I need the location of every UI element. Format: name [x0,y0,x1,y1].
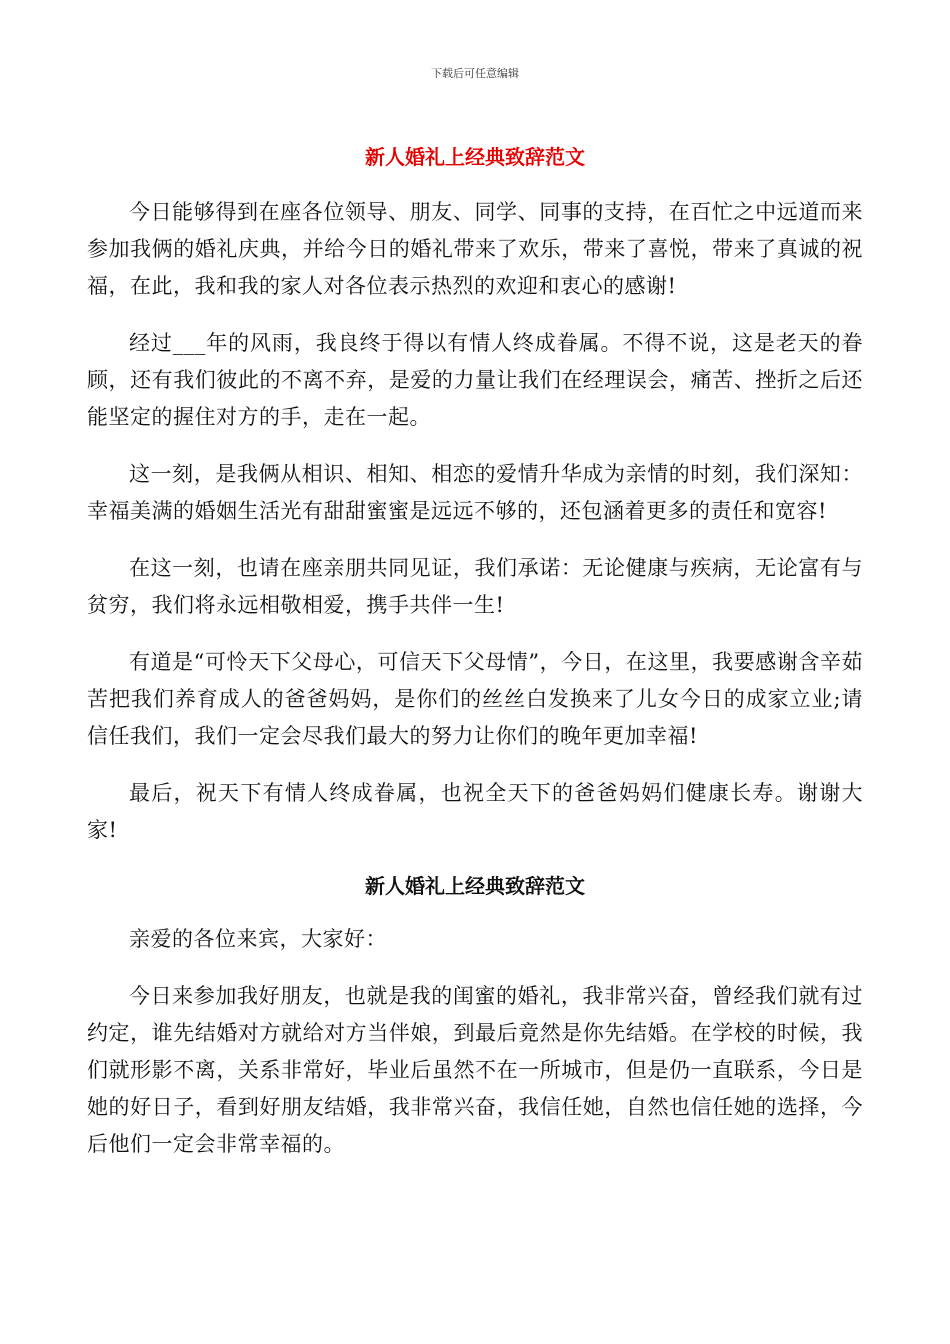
section1-paragraph-5: 有道是“可怜天下父母心，可信天下父母情”，今日，在这里，我要感谢含辛茹苦把我们养育成人的爸爸妈妈，是你们的丝丝白发换来了儿女今日的成家立业;请信任我们，我们一定会尽我们最大的努力让你们的晚年更加幸福! [87,650,863,748]
section1-title: 新人婚礼上经典致辞范文 [365,145,585,169]
section1-paragraph-6: 最后，祝天下有情人终成眷属，也祝全天下的爸爸妈妈们健康长寿。谢谢大家! [87,781,863,842]
section2-paragraph-1: 亲爱的各位来宾，大家好： [129,927,387,951]
section2-paragraph-2: 今日来参加我好朋友，也就是我的闺蜜的婚礼，我非常兴奋，曾经我们就有过约定，谁先结婚对方就给对方当伴娘，到最后竟然是你先结婚。在学校的时候，我们就形影不离，关系非常好，毕业后虽然不在一所城市，但是仍一直联系，今日是她的好日子，看到好朋友结婚，我非常兴奋，我信任她，自然也信任她的选择，今后他们一定会非常幸福的。 [87,984,863,1156]
section2-title: 新人婚礼上经典致辞范文 [365,874,585,898]
header-note: 下载后可任意编辑 [431,67,519,80]
section1-paragraph-3: 这一刻，是我俩从相识、相知、相恋的爱情升华成为亲情的时刻，我们深知：幸福美满的婚姻生活光有甜甜蜜蜜是远远不够的，还包涵着更多的责任和宽容! [87,462,863,523]
section1-paragraph-1: 今日能够得到在座各位领导、朋友、同学、同事的支持，在百忙之中远道而来参加我俩的婚礼庆典，并给今日的婚礼带来了欢乐，带来了喜悦，带来了真诚的祝福，在此，我和我的家人对各位表示热烈的欢迎和衷心的感谢! [87,200,863,298]
section1-paragraph-2: 经过___年的风雨，我良终于得以有情人终成眷属。不得不说，这是老天的眷顾，还有我们彼此的不离不弃，是爱的力量让我们在经理误会，痛苦、挫折之后还能坚定的握住对方的手，走在一起。 [87,331,863,429]
document-body [87,140,863,1183]
section1-paragraph-4: 在这一刻，也请在座亲朋共同见证，我们承诺：无论健康与疾病，无论富有与贫穷，我们将永远相敬相爱，携手共伴一生! [87,556,863,617]
